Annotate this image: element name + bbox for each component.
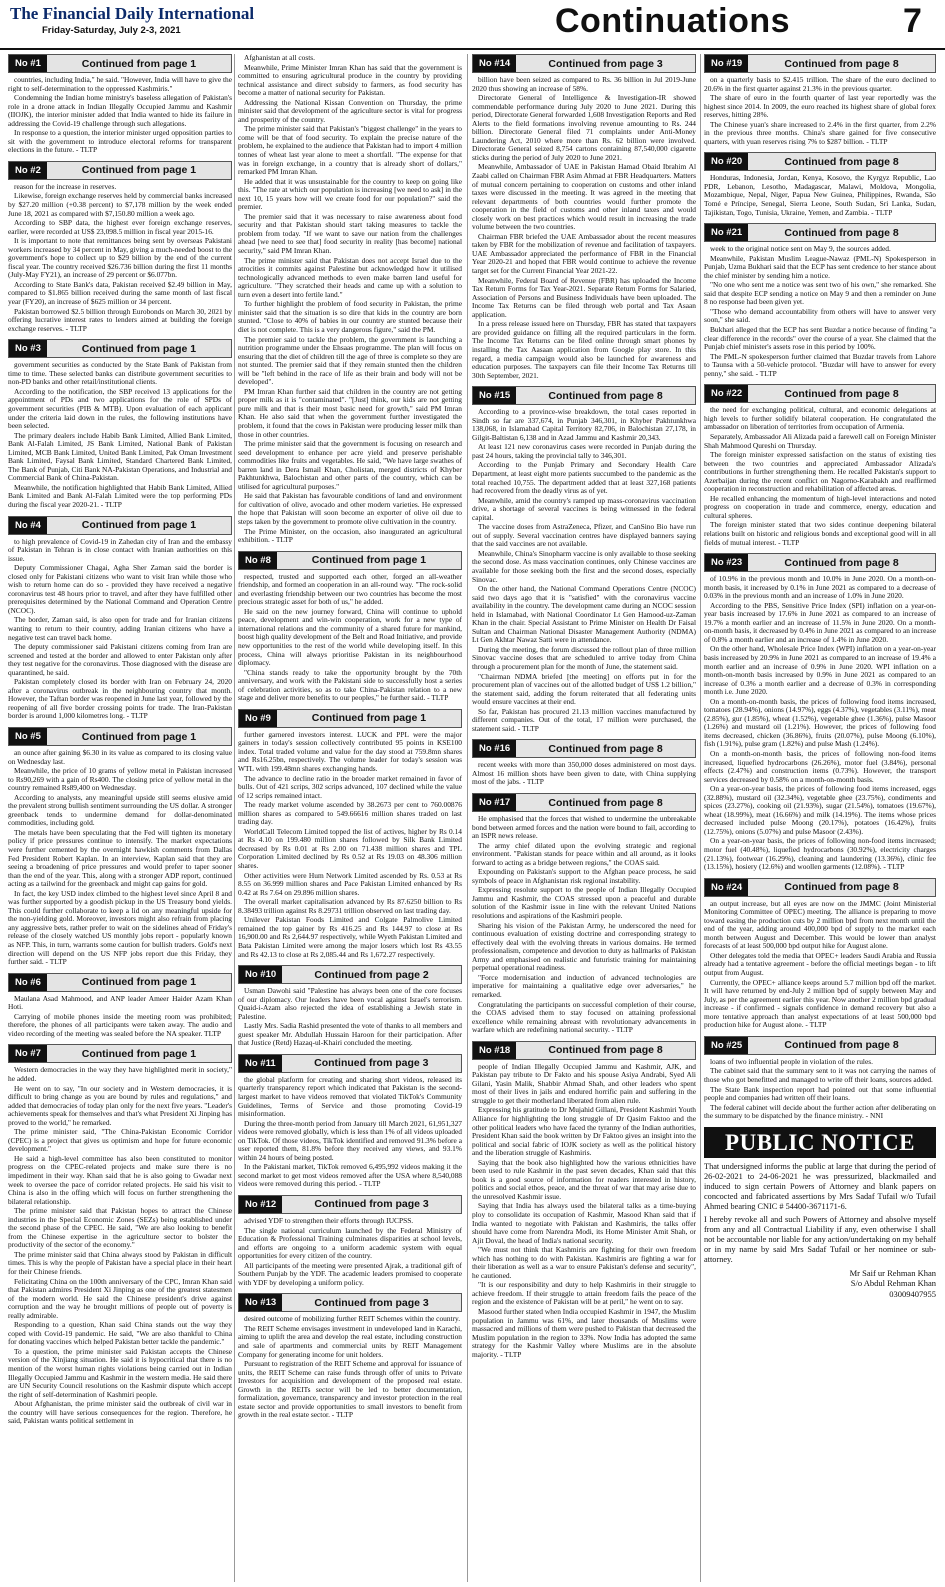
continued-label: Continued from page 1 [81,730,197,743]
continued-label: Continued from page 2 [314,968,429,981]
story-paragraph: Honduras, Indonesia, Jordan, Kenya, Kosovo, the Kyrgyz Republic, Lao PDR, Lebanon, Lesotho, Madagascar, Malawi, Moldova, Mongolia, Mozambique, Nepal, Niger, Papua New Guinea, Philippines, Rwanda, São Tomé e Príncipe, Senegal, Sierra Leone, South Sudan, Sri Lanka, Sudan, Tajikistan, Togo, Tunisia, Ukraine, Yemen, and Zambia. - TLTP [704,173,936,217]
story-paragraph: During the meeting, the forum discussed the rollout plan of three million Sinovac vaccine doses that are scheduled to arrive today from China through a procurement plan for the month of June, the statement said. [472,644,696,671]
story-paragraph: The prime minister said, "The China-Pakistan Economic Corridor (CPEC) is a project that gives us optimism and hope for future economic development." [8,1127,232,1154]
story-paragraph: the need for exchanging political, cultural, and economic delegations at high levels to further solidify bilateral cooperation. He congratulated the ambassador on liberation of territories from occupation of Armenia. [704,405,936,432]
masthead [0,0,945,50]
story-paragraph: people of Indian Illegally Occupied Jammu and Kashmir, AJK, and Pakistan pay tribute to Dr Fakto and his spouse Asiya Andrabi, Syed Ali Gilani, Yasin Malik, Shabbir Ahmad Shah, and other leaders who spent most of their lives in jails and endured horrific pain and suffering in the struggle to get their motherland liberated from alien rule. [472,1061,696,1105]
story-paragraph: Likewise, foreign exchange reserves held by commercial banks increased by $27.20 million (+0.38 percent) to $7,178 million by the week ended June 18, 2021 as compared with $7,150.80 million a week ago. [8,191,232,218]
story-paragraph: The prime minister said that Pakistan's "biggest challenge" in the years to come will be that of food security. To explain the precise nature of the problem, he explained to the audience that Pakistan had to import 4 million tonnes of wheat last year alone to meet a shortfall. "The expense for that was in foreign exchange, in a country that is already short of dollars," remarked PM Imran Khan. [238,124,462,177]
story-paragraph: Maulana Asad Mahmood, and ANP leader Ameer Haider Azam Khan Hoti. [8,993,232,1012]
story-paragraph: advised YDF to strengthen their efforts through IUCPSS. [244,1215,414,1225]
continued-label: Continued from page 3 [314,1198,429,1211]
story-paragraph: Expressing his gratitude to Dr Mujahid Gillani, President Kashmiri Youth Alliance for highlighting the long struggle of Dr Qasim Faktoo and the other political leaders who have faced the tyranny of the Indian authorities, President Khan said the book written by Dr Faktoo gives an insight into the political and social fabric of IOJK society as well as the political history and the liberation struggle of Kashmiris. [472,1105,696,1158]
story-paragraph: According to the PBS, Sensitive Price Index (SPI) inflation on a year-on-year basis increased by 17.6% in June 2021 as compared to an increase of 19.7% a month earlier and an increase of 11.5% in June 2020. On a month-on-month basis, it decreased by 0.4% in June 2021 as compared to an increase of 0.8% a month earlier and an increase of 1.4% in June 2020. [704,600,936,644]
story-paragraph: recent weeks with more than 350,000 doses administered on most days. Almost 16 million shots have been given to date, with China supplying most of the jabs. - TLTP [472,760,696,787]
story-paragraph: billion have been seized as compared to Rs. 36 billion in Jul 2019-June 2020 thus showing an increase of 58%. [472,75,696,93]
news-story [704,1036,936,1121]
story-paragraph: Sharing his vision of the Pakistan Army, he underscored the need for continuous evaluation of existing doctrine and corresponding strategy to effectively deal with the evolving threats in various domains. He termed professionalism, competence and devotion to duty as hallmarks of Pakistan Army and emphasised on realistic and futuristic training for maintaining perpetual operational readiness. [472,920,696,973]
story-paragraph: Congratulating the participants on successful completion of their course, the COAS advised them to stay focused on attaining professional excellence while remaining abreast with revolutionary advancements in warfare which are redefining national security. - TLTP [472,999,696,1035]
story-paragraph: Afghanistan at all costs. [244,54,316,62]
continued-label: Continued from page 1 [81,164,197,177]
story-paragraph: The border, Zaman said, is also open for trade and for Iranian citizens wanting to return to their country, adding Iranian citizens who have a negative test can travel back home. [8,615,232,642]
story-paragraph: The advance to decline ratio in the broader market remained in favor of bulls. Out of 421 scrips, 302 scrips advanced, 107 declined while the value of 12 scrips remained intact. [238,773,462,800]
story-paragraph: an ounce after gaining $6.30 in its value as compared to its closing value on Wednesday last. [8,748,232,766]
story-paragraph: Western democracies in the way they have highlighted merit in society," he added. [8,1065,232,1083]
story-paragraph: He recalled enhancing the momentum of high-level interactions and noted progress on cooperation in trade and commerce, energy, education and cultural spheres. [704,493,936,520]
story-paragraph: "No one who sent me a notice was sent two of his own," she remarked. She said that despite ECP sending a notice on May 9 and then a reminder on June 8 no response had been given yet. [704,280,936,307]
story-paragraph: The PML-N spokesperson further claimed that Buzdar travels from Lahore to Taunsa with a 50-vehicle protocol. "Buzdar will have to answer for every penny," she said. - TLTP [704,351,936,378]
story-paragraph: Meanwhile, the price of 10 grams of yellow metal in Pakistan increased to Rs90,269 with a gain of Rs400. The closing price of yellow metal in the country remained Rs89,400 on Wednesday. [8,766,232,793]
story-paragraph: In a press release issued here on Thursday, FBR has stated that taxpayers are provided guidance on filling all the required particulars in the form. The Income Tax Returns can be filed online through smart phones by installing the Tax Aasaan application from Google play store. In this regard, a media campaign would also be launched for awareness and education purposes. The taxpayers can file their Income Tax Returns till 30th September, 2021. [472,319,696,380]
story-paragraph: It is important to note that remittances being sent by overseas Pakistani workers increased by 34 percent in May, giving a much-needed boost to the government's hope to collect up to $29 billion by the end of the current fiscal year. The country received $26.736 billion during the first 11 months (July-May FY21), an increase of 29 percent or $6.077bn. [8,236,232,280]
story-paragraph: The Chinese yuan's share increased to 2.4% in the first quarter, from 2.2% in the previous three months. China's share gained for five consecutive quarters, with yuan reserves rising 7% to $287 billion. - TLTP [704,119,936,146]
story-paragraph: To further highlight the problem of food security in Pakistan, the prime minister said that the situation is so dire that kids in the country are born stunted. "Close to 40% of babies in our country are stunted because their diet is not complete. This is a very dangerous figure," said the PM. [238,299,462,334]
story-number: No #5 [9,728,47,745]
column-3 [472,54,696,1582]
story-paragraph: According to SBP data, the highest ever foreign exchange reserves, earlier, were recorded at US$ 23,098.5 million in fiscal year 2015-16. [8,218,232,236]
story-paragraph: "China stands ready to take the opportunity brought by the 70th anniversary, and work with the Pakistani side to successfully host a series of celebration activities, so as to take China-Pakistan relation to a new stage and deliver more benefits to our peoples," he further said. - TLTP [238,667,462,703]
continued-label: Continued from page 8 [784,881,899,894]
story-paragraph: Saying that the book also highlighted how the various ethnicities have been used to rule Kashmir in the past seven decades, Khan said that this book is a good source of information for readers interested in history, politics and social ethos, peace, and the threat of war that may arise due to the unresolved Kashmir issue. [472,1157,696,1201]
story-paragraph: Bukhari alleged that the ECP has sent Buzdar a notice because of finding "a clear difference in the records" over the course of a year. She claimed that the Punjab chief minister's assets rose in this period by 100%. [704,325,936,352]
story-paragraph: "We must not think that Kashmiris are fighting for their own freedom which has nothing to do with Pakistan. Kashmiris are fighting a war for their liberation as well as a war to ensure Pakistan's defense and security", he cautioned. [472,1245,696,1280]
story-number: No #6 [9,974,47,991]
story-paragraph: According to State Bank's data, Pakistan received $2.49 billion in May, compared to $1.865 billion received during the same month of last fiscal year (FY20), an increase of $625 million or 34 percent. [8,279,232,307]
continued-label: Continued from page 3 [314,1296,429,1309]
story-paragraph: week to the original notice sent on May 9, the sources added. [710,244,891,254]
story-paragraph: The prime minister said that Pakistan hopes to attract the Chinese industries in the Special Economic Zones (SEZs) being established under the second phase of the CPEC. He said, "We are also looking to benefit from the Chinese expertise in the agriculture sector to bolster the productivity of the sector of the economy." [8,1206,232,1250]
story-paragraph: Masood further stated when India occupied Kashmir in 1947, the Muslim population in Jammu was 61%, and later thousands of Muslims were massacred and millions of them were pushed to Pakistan that decreased the Muslim population in the region to 33%. Now India has adopted the same strategy for the Kashmir Valley where Muslims are in the absolute majority. - TLTP [472,1307,696,1359]
story-paragraph: Other delegates told the media that OPEC+ leaders Saudi Arabia and Russia already had a tentative agreement - before the official meetings began - to lift output from August. [704,950,936,978]
news-story [472,54,696,380]
story-number: No #14 [473,55,516,72]
news-story [472,386,696,733]
column-4 [704,54,936,1582]
continuation-header [8,339,232,358]
column-1 [8,54,232,1582]
story-paragraph: The REIT Scheme envisages investment in undeveloped land in Karachi, aiming to uplift the area and develop the real estate, including construction and sale of apartments and commercial units by REIT Management Company for generating income for unit holders. [238,1323,462,1359]
public-notice [704,1127,936,1300]
story-paragraph: Responding to a question, Khan said China stands out the way they coped with Covid-19 pandemic. He said, "We are also thankful to China for donating vaccines which helped Pakistan better tackle the pandemic." [8,1320,232,1347]
story-number: No #18 [473,1042,516,1059]
story-number: No #2 [9,162,47,179]
story-paragraph: On a month-on-month basis, the prices of following food items increased, tomatoes (28.94%), onions (14.97%), eggs (4.37%), vegetables (3.11%), meat (2.85%), gur (1.85%), wheat (1.52%), vegetable ghee (1.36%), pulse Masoor (1.26%) and mustard oil (1.21%). However, the prices of following food items decreased, chicken (36.86%), fruits (20.07%), pulse Moong (6.10%), fish (1.91%), pulse gram (1.82%) and pulse Mash (1.24%). [704,696,936,749]
story-paragraph: So far, Pakistan has procured 21.13 million vaccines manufactured by different companies. Out of the total, 17 million were purchased, the statement said. - TLTP [472,706,696,733]
story-paragraph: PM Imran Khan further said that children in the country are not getting proper milk as it is "contaminated". "[Just] think, our kids are not getting pure milk and that is their most basic need for growth," said PM Imran Khan. He also said that when the government further investigated the problem, it found that the cows in Pakistan were producing lesser milk than those in other countries. [238,386,462,439]
story-paragraph: The deputy commissioner said Pakistani citizens coming from Iran are screened and tested at the border and allowed to enter Pakistan only after they test negative for the coronavirus. Those diagnosed with the disease are quarantined, he said. [8,642,232,677]
continued-label: Continued from page 1 [311,712,427,725]
public-notice-paragraph: I hereby revoke all and such Powers of Attorney and absolve myself from any and all Contractual Liability if any, even otherwise I shall not be accountable nor liable for any action/undertaking on my behalf or in my name by said Mrs Sadaf Tufail or her nominee or sub-attorney. [704,1214,936,1264]
story-paragraph: The federal cabinet will decide about the further action after deliberating on the summary to be dispatched by the finance ministry. - NNI [704,1102,936,1121]
story-paragraph: "Those who demand accountability from others will have to answer very soon," she said. [704,306,936,325]
story-paragraph: On a year-on-year basis, the prices of following food items increased, eggs (32.88%), mustard oil (32.34%), vegetable ghee (23.75%), condiments and spices (23.27%), cooking oil (21.93%), sugar (21.54%), tomatoes (19.67%), wheat (18.99%), meat (16.66%) and milk (14.19%). The items whose prices decreased included pulse Moong (20.17%), potatoes (16.42%), fruits (12.75%), onions (5.07%) and pulse Masoor (2.43%). [704,784,936,836]
story-paragraph: To a question, the prime minister said Pakistan accepts the Chinese version of the Xinjiang situation. He said it is hypocritical that there is no mention of the worst human rights violations being carried out in Indian Illegally Occupied Jammu and Kashmir in the western media. He said there are UN Security Council resolutions on the Kashmir dispute which accept the right of self-determination of Kashmiri people. [8,1346,232,1399]
story-paragraph: On the other hand, the National Command Operations Centre (NCOC) said two days ago that it is "satisfied" with the coronavirus vaccine availability in the country. The development came during an NCOC session held in Islamabad, with National Coordinator Lt Gen Hamood-uz-Zaman Khan in the chair. Special Assistant to Prime Minister on Health Dr Faisal Sultan and Chairman National Disaster Management Authority (NDMA) Lt Gen Akhtar Nawaz Satti were in attendance. [472,584,696,645]
continued-label: Continued from page 8 [548,389,663,402]
story-paragraph: "Chairman NDMA briefed [the meeting] on efforts put in for the procurement plan of vaccines out of the allotted budget of US$ 1.2 billion," the statement said, adding the forum reiterated that all federating units would ensure vaccines at their end. [472,671,696,707]
story-paragraph: WorldCall Telecom Limited topped the list of actives, higher by Rs 0.14 at Rs 4.10 on 199.480 million shares followed by Silk Bank Limited decreased by Rs 0.01 at Rs 2.00 on 71.438 million shares and TPL Corporation Limited declined by Rs 0.52 at Rs 19.03 on 48.306 million shares. [238,826,462,871]
story-paragraph: desired outcome of mobilizing further REIT Schemes within the country. [244,1314,461,1324]
news-story [704,878,936,1030]
continuation-header [238,551,462,570]
news-story [238,1195,462,1287]
story-paragraph: The army chief dilated upon the evolving strategic and regional environment. "Pakistan stands for peace within and all around, as it looks forward to acting as a bridge between regions," the COAS said. [472,840,696,867]
story-paragraph: of 10.9% in the previous month and 10.0% in June 2020. On a month-on-month basis, it increased by 0.1% in June 2021 as compared to a decrease of 0.03% in the previous month and an increase of 1.0% in June 2020. [704,574,936,601]
continued-label: Continued from page 1 [81,342,197,355]
story-paragraph: Other activities were Hum Network Limited ascended by Rs. 0.53 at Rs 8.55 on 36.999 million shares and Pace Pakistan Limited enhanced by Rs 0.42 at Rs 7.64 on 29.896 million shares. [238,870,462,897]
story-paragraph: further garnered investors interest. LUCK and PPL were the major gainers in today's session collectively contributed 95 points in KSE100 index. Total traded volume and value for the day stood at 759.8mn shares and Rs16.25bn, respectively. The volume leader for today's session was WTL with 199.48mn shares exchanging hands. [238,729,462,774]
story-paragraph: In the Pakistani market, TikTok removed 6,495,992 videos making it the second market to get most videos removed after the USA where 8,540,088 videos were removed during this period. - TLTP [238,1162,462,1189]
story-paragraph: "Force modernisation and induction of advanced technologies are imperative for maintaining a qualitative edge over adversaries," he remarked. [472,972,696,999]
story-paragraph: Pakistan borrowed $2.5 billion through Eurobonds on March 30, 2021 by offering lucrative interest rates to lenders aimed at building the foreign exchange reserves. - TLTP [8,306,232,333]
story-paragraph: He emphasised that the forces that wished to undermine the unbreakable bond between armed forces and the nation were bound to fail, according to an ISPR news release. [472,814,696,841]
story-paragraph: The Prime Minister, on the occasion, also inaugurated an agricultural exhibition. - TLTP [238,526,462,545]
continuation-header [238,1195,462,1214]
story-paragraph: the global platform for creating and sharing short videos, released its quarterly transparency report which indicated that Pakistan is the second-largest market to have videos removed that violated TikTok's Community Guidelines, Terms of Service and those promoting Covid-19 misinformation. [238,1074,462,1119]
continuation-header [238,965,462,984]
story-paragraph: He said a high-level committee has also been constituted to monitor progress on the CPEC-related projects and make sure there is no impediment in their way. Khan said that he is also going to Gwadar next week to oversee the pace of corridor related projects. He said his visit to China is also in the offing which will focus on further strengthening the bilateral relationship. [8,1153,232,1206]
public-notice-heading: PUBLIC NOTICE [704,1127,936,1158]
column-rule [467,54,468,1582]
story-paragraph: The share of euro in the fourth quarter of last year reportedly was the highest since 2014. In 2009, the euro reached its highest share of global forex reserves, hitting 28%. [704,93,936,120]
continuation-header [704,878,936,897]
signatory-name: Mr Saif ur Rehman Khan [849,1267,936,1278]
story-paragraph: The premier said that it was necessary to raise awareness about food security and that Pakistan should start taking measures to tackle the problem from today. "If we want to save our nation from the challenges ahead [we need to see that] food security in reality [has become] national security," said PM Imran Khan. [238,211,462,256]
story-paragraph: On a month-on-month basis, the prices of following non-food items increased, liquefied hydrocarbons (26.26%), motor fuel (3.84%), personal effects (2.47%) and construction items (0.73%). However, the transport services decreased by 0.58% on a month-on-month basis. [704,749,936,784]
continuation-header [238,1054,462,1073]
story-number: No #15 [473,387,516,404]
story-number: No #19 [705,55,748,72]
news-story [238,1293,462,1420]
story-paragraph: countries, including India," he said. "However, India will have to give the right to self-determination to the oppressed Kashmiris." [8,75,232,93]
continuation-header [704,152,936,171]
story-paragraph: Meanwhile, the notification highlighted that Habib Bank Limited, Allied Bank Limited and Bank Al-Falah Limited were the top performing PDs during the fiscal year 2020-21. - TLTP [8,482,232,509]
story-number: No #4 [9,517,47,534]
continuation-header [8,161,232,180]
story-paragraph: He said that Pakistan has favourable conditions of land and environment for cultivation of olive, avocado and other modern varieties. He expressed the hope that Pakistan will soon become an exporter of olive oil due to steps taken by the government to promote olive cultivation in the country. [238,491,462,526]
story-paragraph: The cabinet said that the summary sent to it was not carrying the names of those who got benefitted and managed to write off their loans, sources added. [704,1066,936,1084]
continued-label: Continued from page 8 [784,57,899,70]
continuation-header [704,553,936,572]
continued-label: Continued from page 1 [81,519,197,532]
story-paragraph: an output increase, but all eyes are now on the JMMC (Joint Ministerial Monitoring Committee of OPEC) meeting. The alliance is preparing to move toward easing the production cuts by 2 million bpd from next month until the end of the year, adding around 400,000 bpd of supply to the market each month between August and December. This would be lower than analyst forecasts of at least 500,000 bpd output hike for August alone. [704,898,936,951]
continuation-header [8,516,232,535]
story-number: No #8 [239,552,277,569]
story-paragraph: Unilever Pakistan Foods Limited and Colgate Palmolive Limited remained the top gainer by Rs 416.25 and Rs 144.97 to close at Rs 16,900.00 and Rs 2,644.97 respectively, while Wyeth Pakistan Limited and Bata Pakistan Limited were among the major losers which lost Rs 43.55 and Rs 42.13 to close at Rs 2,085.44 and Rs 1,672.27 respectively. [238,915,462,959]
news-story [8,727,232,967]
news-story [704,152,936,217]
continued-label: Continued from page 8 [548,1044,663,1057]
story-paragraph: The prime minister said that Pakistan does not accept Israel due to the atrocities it commits against Palestine but acknowledged how it utilised technologically advanced methods to even make barren land useful for agriculture. "They scratched their heads and came up with a solution to turn even a desert into fertile land." [238,255,462,299]
news-story [8,1044,232,1425]
continued-label: Continued from page 8 [548,796,663,809]
news-story [238,709,462,959]
story-paragraph: According to a province-wise breakdown, the total cases reported in Sindh so far are 337,674, in Punjab 346,301, in Khyber Pakhtunkhwa 138,068, in Islamabad Capital Territory 82,706, in Balochistan 27,178, in Gilgit-Baltistan 6,138 and in Azad Jammu and Kashmir 20,343. [472,407,696,442]
story-paragraph: About Afghanistan, the prime minister said the outbreak of civil war in the country will have serious consequences for the region. Therefore, he said, Pakistan wants political settlement in [8,1399,232,1426]
news-story [704,384,936,547]
story-paragraph: On the other hand, Wholesale Price Index (WPI) inflation on a year-on-year basis increased by 20.9% in June 2021 as compared to an increase of 19.4% a month earlier and an increase of 0.9% in June 2020. WPI inflation on a month-on-month basis increased by 0.9% in June 2021 as compared to an increase of 0.3% a month earlier and a decrease of 0.3% in corresponding month i.e. June 2020. [704,644,936,697]
story-paragraph: Meanwhile, Ambassador of UAE in Pakistan Hamad Obaid Ibrahim Al Zaabi called on Chairman FBR Asim Ahmad at FBR Headquarters. Matters of mutual concern pertaining to cooperation on customs and other inland taxes were discussed in the meeting. It was agreed in the meeting that relevant departments of both countries would further promote the cooperation in the field of customs and other inland taxes and would closely work on best practices which would result in increasing the trade volume between the two countries. [472,162,696,232]
news-story [8,54,232,155]
continuation-header [472,739,696,758]
continuation-header [472,1041,696,1060]
story-paragraph: Addressing the National Kissan Convention on Thursday, the prime minister said that development of the agriculture sector is vital for progress and prosperity of the country. [238,97,462,124]
story-paragraph: During the three-month period from January till March 2021, 61,951,327 videos were removed globally, which is less than 1% of all videos uploaded on TikTok. Of those videos, TikTok identified and removed 91.3% before a user reported them, 81.8% before they received any views, and 93.1% within 24 hours of being posted. [238,1118,462,1162]
story-paragraph: Meanwhile, amid the country's ramped up mass-coronavirus vaccination drive, a shortage of several vaccines is being witnessed in the federal capital. [472,495,696,522]
continuation-header [704,1036,936,1055]
continuation-header [472,386,696,405]
story-paragraph: to high prevalence of Covid-19 in Zahedan city of Iran and the embassy of Pakistan in Tehran is in close contact with Iranian authorities on this issue. [8,536,232,563]
story-paragraph: loans of two influential people in violation of the rules. [710,1056,873,1066]
news-story [8,339,232,509]
signatory-parent: S/o Abdul Rehman Khan [850,1278,936,1289]
continuation-header [472,793,696,812]
public-notice-paragraph: That undersigned informs the public at large that during the period of 26-02-2021 to 24-06-2021 he was pressurized, blackmailed and induced to sign certain Powers of Attorney and blank papers on concocted and fabricated assertions by Mrs Sadaf Tufail w/o Tufail Ahmed bearing CNIC # 54400-3671171-6. [704,1161,936,1211]
continuation-header [8,54,232,73]
story-paragraph: Saying that India has always used the bilateral talks as a time-buying ploy to consolidate its occupation of Kashmir, Masood Khan said that if India wanted to negotiate with Pakistan and Kashmiris, the talks offer should have come from Narendra Modi, its Home Minister Amit Shah, or Ajit Doval, the head of India's national security. [472,1201,696,1245]
continuation-header [8,727,232,746]
story-number: No #25 [705,1037,748,1054]
continued-label: Continued from page 1 [311,554,427,567]
story-paragraph: Meanwhile, China's Sinopharm vaccine is only available to those seeking the second dose. As mass vaccination continues, only Chinese vaccines are available for those seeking both the first and the second doses, especially Sinovac. [472,548,696,584]
story-number: No #12 [239,1196,282,1213]
page-number: 7 [903,2,922,40]
story-paragraph: Deputy Commissioner Chagai, Agha Sher Zaman said the border is closed only for Pakistani citizens who want to visit Iran while those who wish to return home can do so - provided they have received a negative coronavirus test 48 hours prior to travel, and after they have fulfilled other prerequisites determined by the National Command and Operation Centre (NCOC). [8,563,232,615]
story-paragraph: The prime minister said that China always stood by Pakistan in difficult times. This is why the people of Pakistan have a special place in their heart for their Chinese friends. [8,1249,232,1276]
continued-label: Continued from page 8 [784,387,899,400]
signatory-phone: 03009407955 [889,1288,936,1299]
continuation-header [472,54,696,73]
story-paragraph: At least 121 new coronavirus cases were recorded in Punjab during the past 24 hours, taking the provincial tally to 346,301. [472,442,696,460]
continued-label: Continued from page 1 [81,1047,197,1060]
story-paragraph: The prime minister said that the government is focusing on research and seed development to enhance per acre yield and preserve perishable commodities like fruits and vegetables. He said, "We have large swathes of barren land in Dera Ismail Khan, Cholistan, merged districts of Khyber Pakhtunkhwa, Balochistan and other parts of the country, which can be utilised for agricultural purposes." [238,439,462,491]
story-paragraph: According to analysts, any meaningful upside still seems elusive amid the prevalent strong bullish sentiment surrounding the US dollar. A stronger greenback tends to undermine demand for dollar-denominated commodities, including gold. [8,792,232,828]
story-number: No #3 [9,340,47,357]
news-story [704,54,936,146]
news-story [238,1054,462,1189]
continued-label: Continued from page 3 [548,57,663,70]
story-paragraph: On a year-on-year basis, the prices of following non-food items increased; motor fuel (40.48%), liquefied hydrocarbons (30.92%), electricity charges (21.13%), footwear (16.29%), cleaning and laundering (13.36%), clinic fee (13.15%), hosiery (12.6%) and woollen garments (12.08%). - TLTP [704,836,936,872]
news-story [472,739,696,787]
issue-date: Friday-Saturday, July 2-3, 2021 [42,25,181,36]
story-paragraph: The vaccine doses from AstraZeneca, Pfizer, and CanSino Bio have run out of supply. Several vaccination centres have displayed banners saying that the said vaccines are not available. [472,522,696,549]
story-paragraph: Carrying of mobile phones inside the meeting room was prohibited; therefore, the phones of all participants were taken away. The audio and video recording of the meeting was sealed before the NA speaker. TLTP [8,1011,232,1038]
newspaper-name: The Financial Daily International [10,4,255,23]
news-story [238,54,462,545]
story-paragraph: reason for the increase in reserves. [14,181,117,191]
story-paragraph: The State Bank inspection report had pointed out that some influential people and companies had written off their loans. [704,1084,936,1103]
news-story [704,223,936,378]
story-number: No #21 [705,224,748,241]
story-number: No #1 [9,55,47,72]
continued-label: Continued from page 8 [784,556,899,569]
column-rule [700,54,701,1582]
continuation-header [8,973,232,992]
story-paragraph: All participants of the meeting were presented Ajrak, a traditional gift of Southern Punjab by the YDF. The academic leaders promised to cooperate with YDF by developing a uniform policy. [238,1260,462,1287]
continued-label: Continued from page 1 [81,976,197,989]
story-paragraph: The premier said to tackle the problem, the government is launching a nutrition programme under the Ehsaas programme. The plan will focus on ensuring that the diet of children till the age of three is complete so they are not stunted. The premier said that if they remain stunted then the children will be "left behind in the race of life as their brain and body will not be developed". [238,334,462,387]
story-paragraph: Felicitating China on the 100th anniversary of the CPC, Imran Khan said that Pakistan admires President Xi Jinping as one of the greatest statesmen of the modern world. He said the Chinese president's drive against corruption and the way he brought millions of people out of poverty is really admirable. [8,1276,232,1320]
story-number: No #23 [705,554,748,571]
story-paragraph: The foreign minister expressed satisfaction on the status of existing ties between the two countries and appreciated Ambassador Alizada's contributions in further strengthening them. He recalled Pakistan's support to Azerbaijan during the recent conflict on Nagorno-Karabakh and reaffirmed cooperation in reconstruction and rehabilitation of affected areas. [704,450,936,494]
story-paragraph: "It is our responsibility and duty to help Kashmiris in their struggle to achieve freedom. If their struggle to attain freedom fails the peace of the region and the existence of Pakistan will be at peril," he went on to say. [472,1280,696,1307]
story-number: No #24 [705,879,748,896]
continued-label: Continued from page 8 [784,226,899,239]
story-number: No #16 [473,740,516,757]
news-story [8,973,232,1039]
news-story [704,553,936,872]
column-rule [234,54,235,1582]
continued-label: Continued from page 3 [314,1057,429,1070]
story-paragraph: Lastly Mrs. Sadia Rashid presented the vote of thanks to all members and guest speaker Mr. Abdullah Hussain Haroon for their participation. After that Justice (Retd) Hazaq-ul-Khairi concluded the meeting. [238,1021,462,1048]
story-number: No #17 [473,794,516,811]
story-paragraph: Pakistan completely closed its border with Iran on February 24, 2020 after a coronavirus outbreak in the neighbouring country that month. However, the Taftan border was reopened in June last year, followed by the reopening of all five border crossing points for trade. The Iran-Pakistan border is around 1,000 kilometres long. - TLTP [8,677,232,721]
news-story [472,1041,696,1360]
news-story [8,161,232,333]
continued-label: Continued from page 8 [784,1039,899,1052]
story-paragraph: Directorate General of Intelligence & Investigation-IR showed commendable performance during July 2020 to June 2021. During this period, Directorate General forwarded 1,608 Investigation Reports and Red Alerts to the field formations involving revenue amounting to Rs. 244 billion. Directorate General filed 71 complaints under Anti-Money Laundering Act, 2010 where more than Rs. 62 billion were involved. Directorate General seized 8,754 cartons containing 87,540,000 cigarette sticks during the period of July 2020 to June 2021. [472,93,696,162]
continuation-header [704,54,936,73]
story-number: No #13 [239,1294,282,1311]
news-story [8,516,232,721]
story-paragraph: Pursuant to registration of the REIT Scheme and approval for issuance of units, the REIT Scheme can raise funds through offer of units to Private Investors for acquisition and development of the proposed real estate. Growth in the REITs sector will be led to better documentation, formalization, governance, transparency and investor protection in the real estate sector and provide opportunities to small investors to benefit from growth in the real estate sector. - TLTP [238,1359,462,1420]
story-paragraph: Meanwhile, Prime Minister Imran Khan has said that the government is committed to ensuring agricultural produce in the country by providing technical assistance and direct subsidy to farmers, as food security has become a matter of national security for Pakistan. [238,62,462,98]
column-2 [238,54,462,1582]
story-paragraph: Separately, Ambassador Ali Alizada paid a farewell call on Foreign Minister Shah Mahmood Qureshi on Thursday. [704,431,936,450]
story-paragraph: The metals have been speculating that the Fed will tighten its monetary policy if price pressures continue to intensify. The market expectations were further cemented by the overnight hawkish comments from Dallas Fed President Robert Kaplan. In an interview, Kaplan said that they are seeing a broadening of price pressures and would prefer to taper sooner than the end of the year. This, along with a stronger ADP report, continued acting as a tailwind for the greenback and might cap gains for gold. [8,827,232,889]
story-paragraph: In fact, the key USD index climbed to the highest level since April 8 and was further supported by a goodish pickup in the US Treasury bond yields. This could further collaborate to keep a lid on any meaningful upside for the non-yielding gold. Moreover, investors might also refrain from placing any aggressive bets, rather prefer to wait on the sidelines ahead of Friday's release of the closely watched US monthly jobs report - popularly known as NFP. This, in turn, warrants some caution for bullish traders. Gold's next direction will depend on the US NFP jobs report due this Friday, they further said. - TLTP [8,888,232,967]
news-story [472,793,696,1035]
story-paragraph: The single national curriculum launched by the Federal Ministry of Education & Professional Training culminates disparities at school levels, and efforts are ongoing to a uniform academic system with equal opportunities for every citizen of the country. [238,1225,462,1261]
story-paragraph: government securities as conducted by the State Bank of Pakistan from time to time. These selected banks can distribute government securities to non-PD banks and other retail/institutional clients. [8,360,232,387]
story-number: No #11 [239,1055,282,1072]
section-title: Continuations [555,2,791,40]
story-paragraph: Currently, the OPEC+ alliance keeps around 5.7 million bpd off the market. It will have returned by end-July 2 million bpd of supply between May and July, as per the agreement earlier this year. Now another 2 million bpd gradual increase - if confirmed - signals confidence in demand recovery but also a more tentative approach than analyst expectations of at least 500,000 bpd production hike for August alone. - TLTP [704,977,936,1030]
story-paragraph: Meanwhile, Pakistan Muslim League-Nawaz (PML-N) Spokesperson in Punjab, Uzma Bukhari said that the ECP has sent credence to her stance about the chief minister by sending him a notice. [704,253,936,280]
continuation-header [8,1044,232,1063]
story-paragraph: The overall market capitalisation advanced by Rs 87.6250 billion to Rs 8.38493 trillion against Rs 8.29731 trillion observed on last trading day. [238,897,462,915]
story-paragraph: The ready market volume ascended by 38.2673 per cent to 760.00876 million shares as compared to 549.66616 million shares traded on last trading day. [238,800,462,827]
story-paragraph: Usman Dawohi said "Palestine has always been one of the core focuses of our diplomacy. Our leaders have been vocal against Israel's terrorism. Quaid-i-Azam also rejected the idea of establishing a Jewish state in Palestine. [238,986,462,1021]
story-paragraph: Condemning the Indian home ministry's baseless allegation of Pakistan's role in a drone attack in Indian Illegally Occupied Jammu and Kashmir (IIOJK), the interior minister added that India wanted to hide its failure in addressing the Covid-19 challenge through such allegations. [8,93,232,128]
news-story [238,551,462,703]
story-paragraph: Expounding on Pakistan's support to the Afghan peace process, he said symbols of peace in Afghanistan risk regional instability. [472,867,696,885]
continuation-header [704,384,936,403]
continued-label: Continued from page 8 [784,155,899,168]
story-number: No #20 [705,153,748,170]
continuation-header [238,709,462,728]
story-paragraph: Meanwhile, Federal Board of Revenue (FBR) has uploaded the Income Tax Return Forms for Tax Year-2021. Separate Return Forms for Salaried, Association of Persons and Business Individuals have been uploaded. The Income Tax Returns can be filed through web portal and Tax Asaan application. [472,275,696,319]
story-paragraph: Expressing resolute support to the people of Indian Illegally Occupied Jammu and Kashmir, the COAS stressed upon a peaceful and durable solution of the Kashmir issue in line with the relevant United Nations resolutions and aspirations of the Kashmiri people. [472,885,696,921]
story-paragraph: The foreign minister stated that two sides continue deepening bilateral relations built on historic and religious bonds and exceptional good will in all fields of mutual interest. - TLTP [704,520,936,547]
continuation-header [238,1293,462,1312]
story-paragraph: In response to a question, the interior minister urged opposition parties to sit with the government to introduce electoral reforms for transparent elections in the future. - TLTP [8,128,232,155]
story-number: No #22 [705,385,748,402]
story-paragraph: He said on the new journey forward, China will continue to uphold peace, development and win-win cooperation, work for a new type of international relations and the community of a shared future for mankind, boost high quality development of the Belt and Road Initiative, and provide new opportunities to the rest of the world while developing itself. In this process, China will always prioritise Pakistan in its neighbourhood diplomacy. [238,606,462,668]
story-number: No #10 [239,966,282,983]
story-paragraph: According to the notification, the SBP received 13 applications for the appointment of PDs and two applications for the role of SPDs of government securities (PIB & MTB). Upon evaluation of each applicant under the criteria laid down in the rules, the following institutions have been selected. [8,386,232,431]
news-story [238,965,462,1048]
story-number: No #7 [9,1045,47,1062]
story-paragraph: Chairman FBR briefed the UAE Ambassador about the recent measures taken by FBR for the mobilization of revenue and facilitation of taxpayers. UAE Ambassador appreciated the performance of FBR in the Financial Year 2020-21 and hoped that FBR would continue to achieve the revenue target set for the Current Financial Year 2021-22. [472,231,696,276]
story-paragraph: He added that it was unsustainable for the country to keep on going like this. "The rate at which our population is increasing [we need to ask] in the next 10, 15 years how will we create food for our population?" said the premier. [238,176,462,212]
continued-label: Continued from page 1 [81,57,197,70]
story-paragraph: He went on to say, "In our society and in Western democracies, it is difficult to bring change as you are bound by rules and regulations," and added that democracies of today plan only for the next five years. "Leader's achievements speak for themselves and that's what President Xi Jinping has proved to the world," he remarked. [8,1083,232,1127]
story-number: No #9 [239,710,277,727]
story-paragraph: The primary dealers include Habib Bank Limited, Allied Bank Limited, Bank Al-Falah Limited, JS Bank Limited, National Bank of Pakistan Limited, MCB Bank Limited, United Bank Limited, Pak Oman Investment Bank Limited, Faysal Bank Limited, Standard Chartered Bank Limited, The Bank of Punjab, Citi Bank NA-Pakistan Operations, and Industrial and Commercial Bank of China-Pakistan. [8,430,232,483]
story-paragraph: on a quarterly basis to $2.415 trillion. The share of the euro declined to 20.6% in the first quarter against 21.3% in the previous quarter. [704,75,936,93]
story-paragraph: respected, trusted and supported each other, forged an all-weather friendship, and formed an cooperation in an all-round way. "The rock-solid and everlasting friendship between our two countries has become the most precious strategic asset for both of us," he added. [238,571,462,607]
story-paragraph: According to the Punjab Primary and Secondary Health Care Department, at least eight more patients succumbed to the pandemic as the total reached 10,755. The department added that at least 327,168 patients had recovered from the deadly virus as of yet. [472,460,696,496]
continuation-header [704,223,936,242]
continued-label: Continued from page 8 [548,742,663,755]
